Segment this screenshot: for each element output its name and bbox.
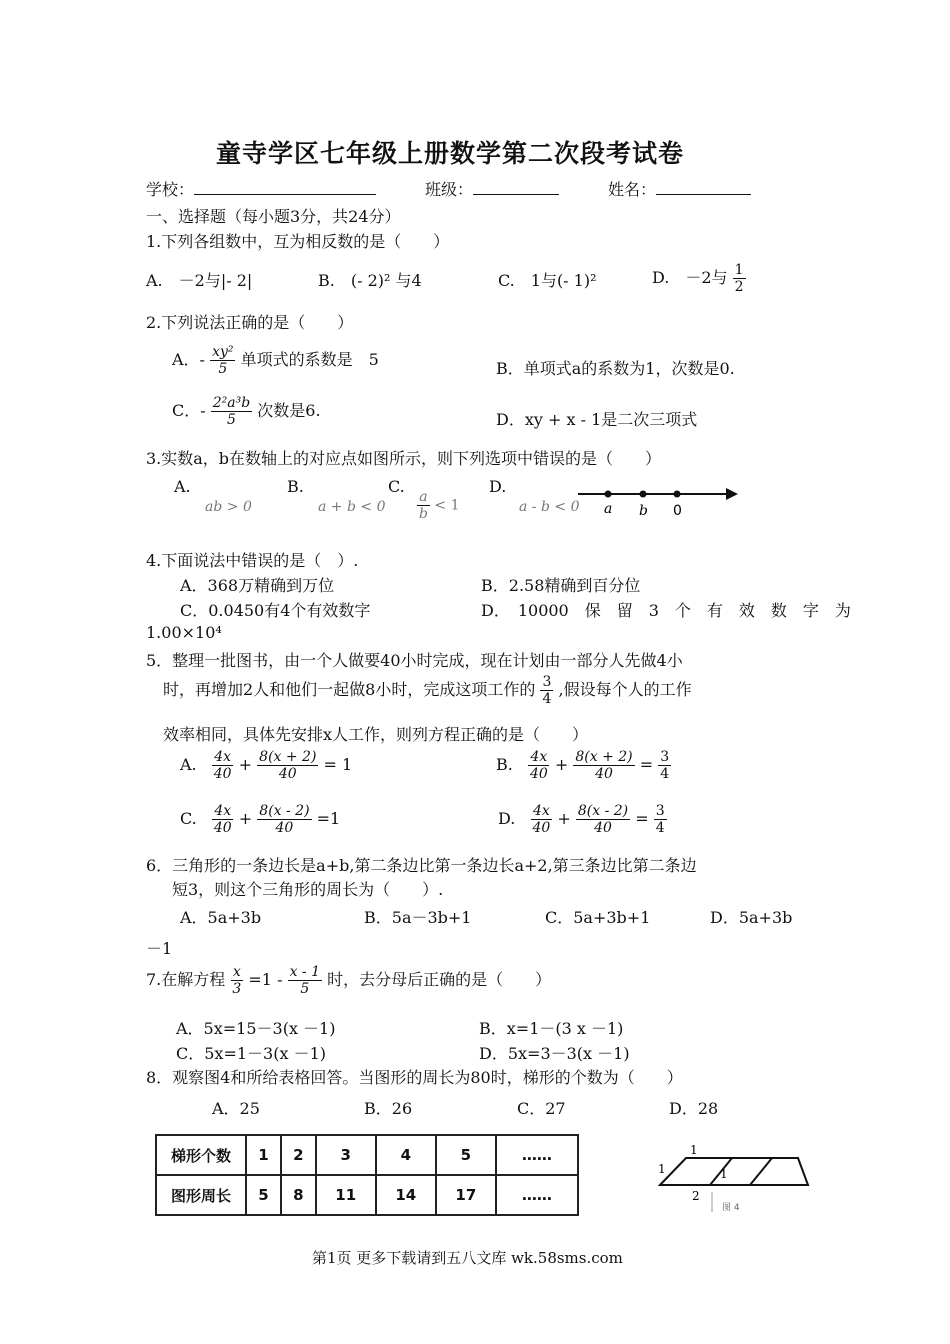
q5-option-d	[498, 803, 667, 836]
q7-suffix: 时，去分母后正确的是（ ）	[327, 970, 552, 989]
school-label: 学校：	[146, 180, 195, 199]
question-3-stem: 3.实数a，b在数轴上的对应点如图所示，则下列选项中错误的是（ ）	[146, 449, 662, 468]
q6-option-c: C．5a+3b+1	[545, 908, 651, 927]
q1-option-c: C. 1与(- 1)²	[498, 271, 597, 290]
question-8-stem: 8．观察图4和所给表格回答。当图形的周长为80时，梯形的个数为（ ）	[146, 1068, 683, 1087]
fraction-denominator: 40	[275, 820, 294, 836]
table-cell: 14	[376, 1175, 436, 1215]
q3-label-c: C.	[388, 477, 405, 496]
q7-fraction-1	[230, 964, 243, 997]
question-4-stem: 4.下面说法中错误的是（ ）.	[146, 551, 359, 570]
q1-option-d	[652, 262, 746, 295]
fraction-denominator: b	[419, 506, 428, 522]
fraction-numerator: 3	[660, 749, 670, 765]
q7-option-c: C．5x=1－3(x －1)	[176, 1044, 326, 1063]
figure-label-top: 1	[690, 1143, 698, 1157]
q2-option-a	[172, 344, 379, 377]
q3-option-c	[417, 489, 460, 522]
fraction-denominator: 40	[595, 766, 613, 782]
name-label: 姓名：	[608, 180, 657, 199]
q8-option-b: B．26	[364, 1099, 413, 1118]
fraction-numerator: 8(x - 2)	[259, 803, 310, 819]
fraction-numerator: xy²	[212, 344, 234, 360]
q8-option-d: D．28	[669, 1099, 719, 1118]
q2-a-prefix: A．-	[172, 350, 205, 369]
table-row	[156, 1175, 578, 1215]
option-label: D.	[498, 809, 516, 828]
fraction-denominator: 4	[655, 820, 665, 836]
fraction-numerator: 2²a³b	[212, 395, 251, 411]
q7-option-a: A．5x=15－3(x －1)	[176, 1019, 336, 1038]
q4-option-b: B．2.58精确到百分位	[481, 576, 641, 595]
fraction-numerator: 4x	[530, 749, 548, 765]
table-cell: 11	[316, 1175, 376, 1215]
fraction-denominator: 40	[529, 766, 548, 782]
point-zero	[674, 491, 681, 498]
option-fraction-1	[212, 803, 234, 836]
figure-label-mid: 1	[720, 1167, 728, 1181]
point-a	[605, 491, 612, 498]
q3-option-b: a + b < 0	[318, 499, 386, 515]
table-cell: ……	[496, 1175, 578, 1215]
table-row-header: 图形周长	[156, 1175, 246, 1215]
q1-option-a: A. －2与|- 2|	[146, 271, 253, 290]
table-cell: 5	[246, 1175, 281, 1215]
q6-option-d-cont: －1	[146, 939, 173, 958]
q2-a-fraction	[210, 344, 235, 377]
trapezoid-outline	[660, 1158, 808, 1185]
figure-caption: 图 4	[722, 1203, 740, 1213]
name-field	[608, 177, 751, 200]
question-6-line2: 短3，则这个三角形的周长为（ ）.	[172, 880, 444, 899]
q3-option-a: ab > 0	[205, 499, 252, 515]
q3-label-a: A.	[174, 477, 191, 496]
axis-label-b: b	[639, 503, 648, 519]
q8-option-c: C．27	[517, 1099, 566, 1118]
axis-arrow-icon	[726, 488, 738, 500]
q8-option-a: A．25	[212, 1099, 260, 1118]
q7-fraction-2	[288, 964, 322, 997]
fraction-denominator: 40	[213, 766, 232, 782]
rhs-fraction	[658, 749, 671, 782]
q2-option-b: B．单项式a的系数为1，次数是0.	[496, 359, 735, 378]
operator: +	[238, 755, 253, 774]
rhs-equals: =	[639, 755, 654, 774]
page-footer: 第1页 更多下载请到五八文库 wk.58sms.com	[312, 1249, 623, 1267]
school-field	[146, 177, 376, 200]
question-5-line1: 5．整理一批图书，由一个人做要40小时完成，现在计划由一部分人先做4小	[146, 651, 683, 670]
option-fraction-2	[257, 803, 311, 836]
q2-option-c	[172, 395, 321, 428]
figure-label-left: 1	[658, 1162, 666, 1176]
fraction-numerator: x - 1	[289, 964, 320, 980]
fraction-denominator: 4	[660, 766, 670, 782]
q1-option-b: B. (- 2)² 与4	[318, 271, 422, 290]
q2-c-fraction	[211, 395, 252, 428]
fraction-denominator: 5	[300, 981, 310, 997]
q6-option-b: B．5a－3b+1	[364, 908, 472, 927]
fraction-numerator: 4x	[532, 803, 550, 819]
question-5-line3: 效率相同，具体先安排x人工作，则列方程正确的是（ ）	[163, 725, 589, 744]
q4-option-d-cont: 1.00×10⁴	[146, 623, 222, 642]
option-label: B.	[496, 755, 513, 774]
q3-label-d: D.	[489, 477, 507, 496]
question-7-stem	[146, 964, 551, 997]
q5-option-a	[180, 749, 352, 782]
table-cell: 8	[281, 1175, 316, 1215]
q6-option-a: A．5a+3b	[180, 908, 262, 927]
q7-option-d: D．5x=3－3(x －1)	[479, 1044, 630, 1063]
school-blank	[194, 178, 376, 195]
q3-option-d: a - b < 0	[519, 499, 580, 515]
fraction-denominator: 40	[594, 820, 612, 836]
question-6-line1: 6．三角形的一条边长是a+b,第二条边比第一条边长a+2,第三条边比第二条边	[146, 856, 697, 875]
q2-a-text: 单项式的系数是 5	[240, 350, 379, 369]
fraction-numerator: 8(x + 2)	[575, 749, 633, 765]
fraction-numerator: a	[419, 489, 428, 505]
table-cell: 3	[316, 1135, 376, 1175]
option-fraction-1	[212, 749, 234, 782]
table-cell: ……	[496, 1135, 578, 1175]
fraction-denominator: 40	[278, 766, 297, 782]
option-label: A.	[180, 755, 197, 774]
rhs-fraction	[654, 803, 667, 836]
fraction-denominator: 40	[532, 820, 551, 836]
q1-d-fraction	[733, 262, 746, 295]
operator: +	[554, 755, 569, 774]
figure-label-bottom: 2	[692, 1189, 700, 1203]
figure-4-trapezoids	[652, 1140, 812, 1215]
q4-option-a: A．368万精确到万位	[180, 576, 335, 595]
section-heading: 一、选择题（每小题3分，共24分）	[146, 207, 401, 226]
fraction-denominator: 2	[734, 279, 744, 295]
option-fraction-2	[573, 749, 634, 782]
q5-line2-text: 时，再增加2人和他们一起做8小时，完成这项工作的	[163, 680, 536, 699]
option-label: C.	[180, 809, 197, 828]
rhs: = 1	[323, 755, 353, 774]
table-cell: 17	[436, 1175, 496, 1215]
point-b	[640, 491, 647, 498]
option-fraction-1	[530, 803, 552, 836]
fraction-denominator: 3	[232, 981, 242, 997]
operator: +	[557, 809, 571, 828]
q2-c-prefix: C．-	[172, 401, 206, 420]
fraction-numerator: x	[232, 964, 241, 980]
fraction-denominator: 5	[218, 361, 228, 377]
number-line	[576, 482, 741, 520]
fraction-numerator: 1	[734, 262, 744, 278]
rhs-equals: =	[635, 809, 649, 828]
q4-option-c: C．0.0450有4个有效数字	[180, 601, 371, 620]
q4-option-d: D． 10000 保 留 3 个 有 效 数 字 为	[481, 601, 851, 620]
q6-option-d: D．5a+3b	[710, 908, 793, 927]
q3-label-b: B.	[287, 477, 304, 496]
table-cell: 4	[376, 1135, 436, 1175]
fraction-numerator: 8(x - 2)	[577, 803, 629, 819]
trapezoid-table	[155, 1134, 579, 1216]
fraction-denominator: 5	[227, 412, 236, 428]
question-5-line2	[163, 674, 692, 707]
fraction-denominator: 4	[542, 691, 552, 707]
option-fraction-1	[528, 749, 550, 782]
fraction-numerator: 4x	[214, 749, 232, 765]
fraction-numerator: 3	[542, 674, 552, 690]
fraction-numerator: 3	[655, 803, 665, 819]
q5-option-b	[496, 749, 671, 782]
q3-c-text: < 1	[434, 497, 460, 514]
q7-option-b: B．x=1－(3 x －1)	[479, 1019, 624, 1038]
trapezoid-divider	[750, 1158, 772, 1185]
operator: +	[238, 809, 253, 828]
class-label: 班级：	[425, 180, 474, 199]
rhs: =1	[316, 809, 341, 828]
option-fraction-2	[257, 749, 318, 782]
q2-c-text: 次数是6.	[257, 401, 321, 420]
q5-fraction	[540, 674, 553, 707]
question-2-stem: 2.下列说法正确的是（ ）	[146, 313, 354, 332]
q5-line2-tail: ,假设每个人的工作	[558, 680, 692, 699]
table-row	[156, 1135, 578, 1175]
name-blank	[656, 178, 751, 195]
option-fraction-2	[576, 803, 630, 836]
q7-prefix: 7.在解方程	[146, 970, 226, 989]
q7-mid: =1 -	[248, 970, 283, 989]
fraction-denominator: 40	[213, 820, 232, 836]
class-blank	[473, 178, 559, 195]
table-cell: 2	[281, 1135, 316, 1175]
fraction-numerator: 8(x + 2)	[259, 749, 317, 765]
question-1-stem: 1.下列各组数中，互为相反数的是（ ）	[146, 232, 450, 251]
q5-option-c	[180, 803, 340, 836]
axis-label-zero: 0	[673, 503, 682, 519]
class-field	[425, 177, 559, 200]
table-cell: 5	[436, 1135, 496, 1175]
q2-option-d: D．xy + x - 1是二次三项式	[496, 410, 698, 429]
table-cell: 1	[246, 1135, 281, 1175]
q1-d-text: D. －2与	[652, 268, 728, 287]
fraction-numerator: 4x	[214, 803, 232, 819]
axis-label-a: a	[604, 501, 613, 517]
q3-c-fraction	[417, 489, 430, 522]
page-title: 童寺学区七年级上册数学第二次段考试卷	[216, 139, 685, 168]
table-row-header: 梯形个数	[156, 1135, 246, 1175]
